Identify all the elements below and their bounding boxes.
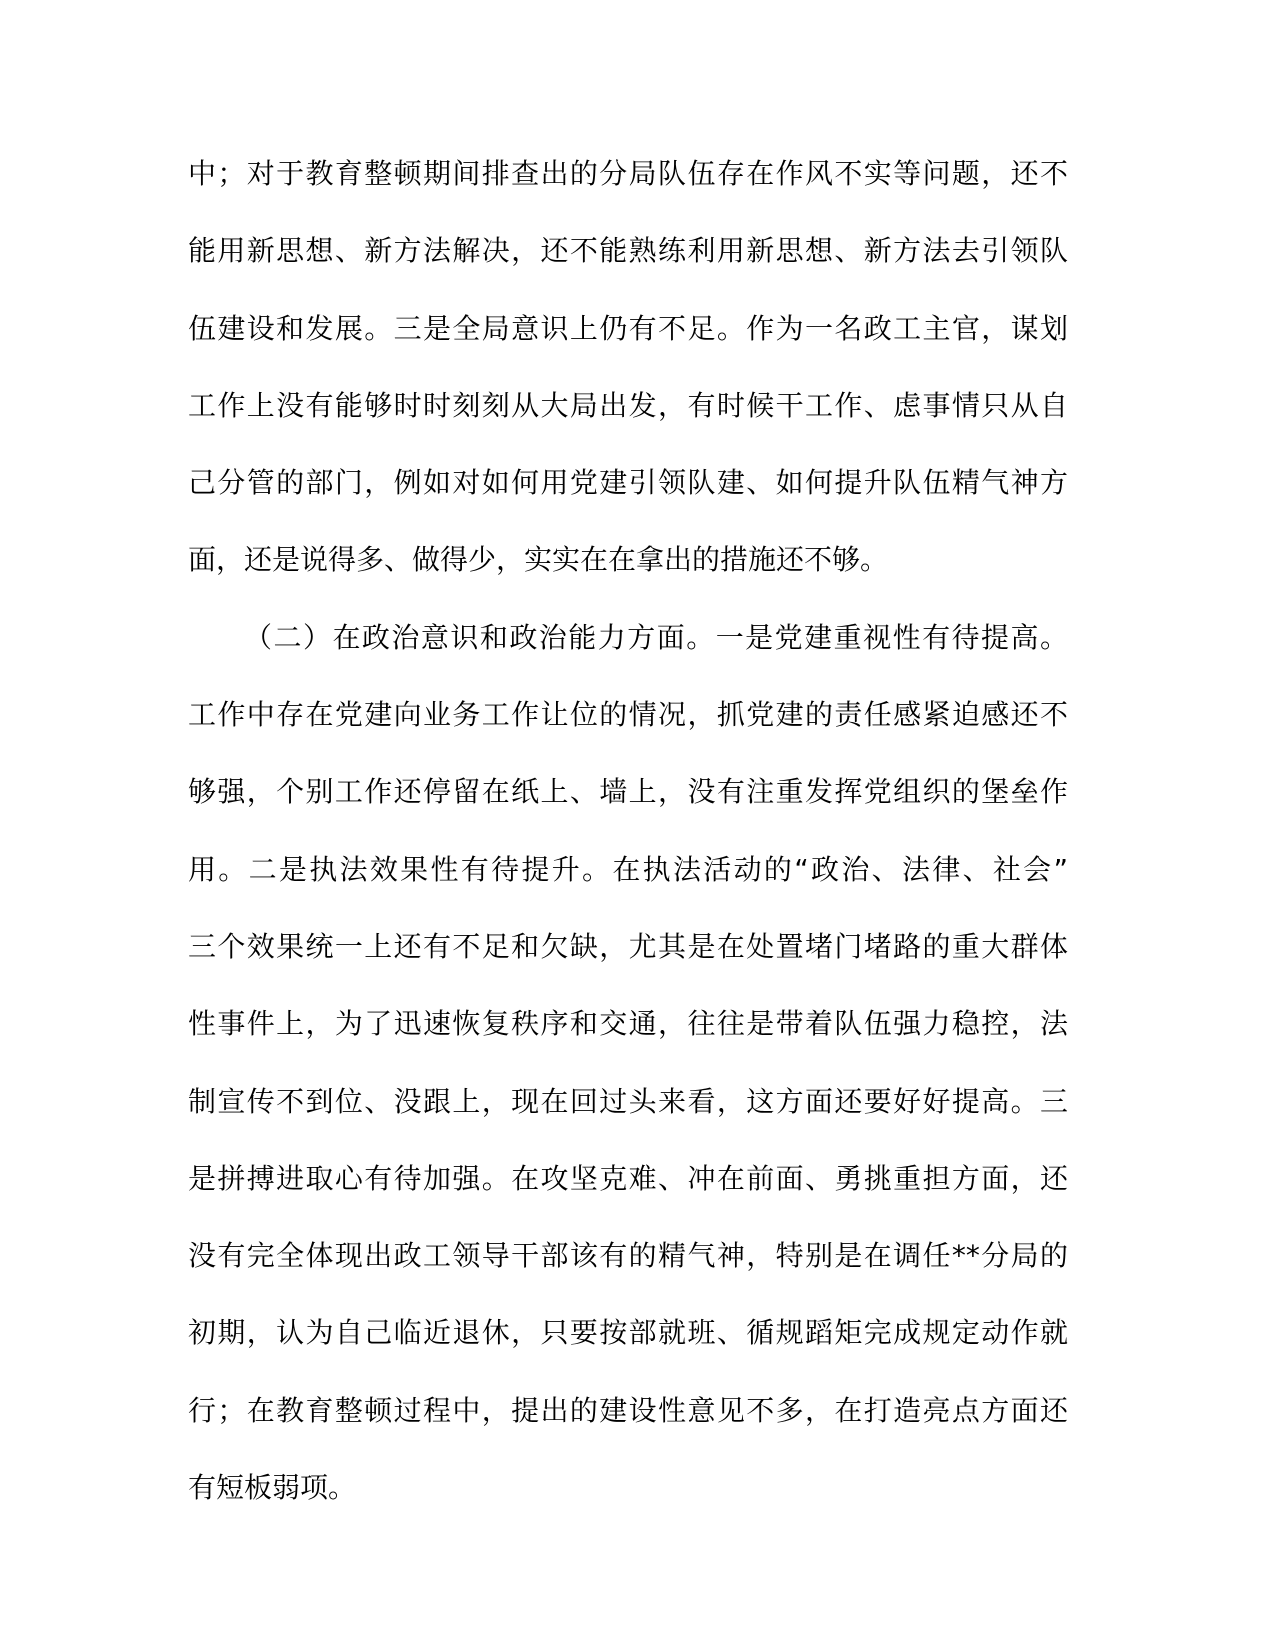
text-line: 能用新思想、新方法解决，还不能熟练利用新思想、新方法去引领队 — [188, 234, 1068, 268]
text-line: 没有完全体现出政工领导干部该有的精气神，特别是在调任**分局的 — [188, 1239, 1068, 1273]
text-line: 用。二是执法效果性有待提升。在执法活动的“政治、法律、社会” — [188, 852, 1068, 886]
text-line: 性事件上，为了迅速恢复秩序和交通，往往是带着队伍强力稳控，法 — [188, 1007, 1068, 1041]
text-line: 中；对于教育整顿期间排查出的分局队伍存在作风不实等问题，还不 — [188, 157, 1068, 190]
text-line: 伍建设和发展。三是全局意识上仍有不足。作为一名政工主官，谋划 — [188, 311, 1068, 345]
text-line: 够强，个别工作还停留在纸上、墙上，没有注重发挥党组织的堡垒作 — [188, 775, 1068, 809]
text-line: 初期，认为自己临近退休，只要按部就班、循规蹈矩完成规定动作就 — [188, 1316, 1068, 1350]
text-line: 面，还是说得多、做得少，实实在在拿出的措施还不够。 — [188, 543, 889, 577]
text-line: 制宣传不到位、没跟上，现在回过头来看，这方面还要好好提高。三 — [188, 1084, 1068, 1118]
text-line: 己分管的部门，例如对如何用党建引领队建、如何提升队伍精气神方 — [188, 466, 1068, 500]
text-line: 工作中存在党建向业务工作让位的情况，抓党建的责任感紧迫感还不 — [188, 698, 1068, 732]
text-line: 行；在教育整顿过程中，提出的建设性意见不多，在打造亮点方面还 — [188, 1393, 1068, 1427]
section-heading-line: （二）在政治意识和政治能力方面。一是党建重视性有待提高。 — [244, 620, 1068, 654]
text-line: 三个效果统一上还有不足和欠缺，尤其是在处置堵门堵路的重大群体 — [188, 929, 1068, 963]
body-text — [188, 135, 1068, 1526]
text-line: 工作上没有能够时时刻刻从大局出发，有时候干工作、虑事情只从自 — [188, 388, 1068, 422]
text-line: 有短板弱项。 — [188, 1471, 357, 1505]
text-line: 是拼搏进取心有待加强。在攻坚克难、冲在前面、勇挑重担方面，还 — [188, 1161, 1068, 1195]
